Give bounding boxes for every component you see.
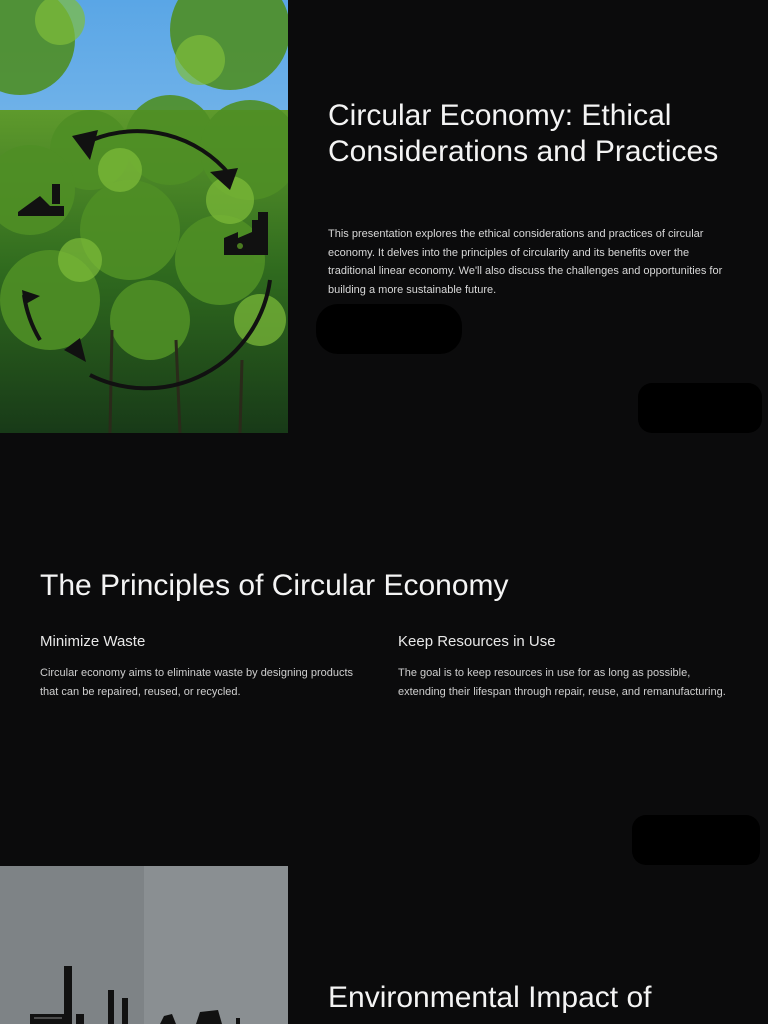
forest-cycle-image <box>0 0 288 433</box>
slide-environmental-impact <box>0 866 768 1024</box>
industrial-skyline-image <box>0 866 288 1024</box>
slide-title-heading: Circular Economy: Ethical Considerations and Practices <box>328 99 719 168</box>
principle-card <box>398 632 728 701</box>
redaction-mark <box>632 815 760 865</box>
redaction-mark <box>638 383 762 433</box>
principle-text: Circular economy aims to eliminate waste by designing products that can be repaired, reused, or recycled. <box>40 667 354 698</box>
redaction-mark <box>316 304 462 354</box>
slide-principles <box>0 433 768 866</box>
principles-heading: The Principles of Circular Economy <box>40 569 509 602</box>
principle-text: The goal is to keep resources in use for as long as possible, extending their lifespan through repair, reuse, and remanufacturing. <box>398 667 726 698</box>
environmental-impact-heading: Environmental Impact of <box>328 981 652 1014</box>
slide-title <box>0 0 768 433</box>
principle-title: Minimize Waste <box>40 633 146 650</box>
principle-title: Keep Resources in Use <box>398 633 556 650</box>
intro-paragraph: This presentation explores the ethical considerations and practices of circular economy. It delves into the principles of circularity and its benefits over the traditional linear economy. We'll also discuss the challenges and opportunities for building a more sustainable future. <box>328 228 723 296</box>
principle-card <box>40 632 370 701</box>
